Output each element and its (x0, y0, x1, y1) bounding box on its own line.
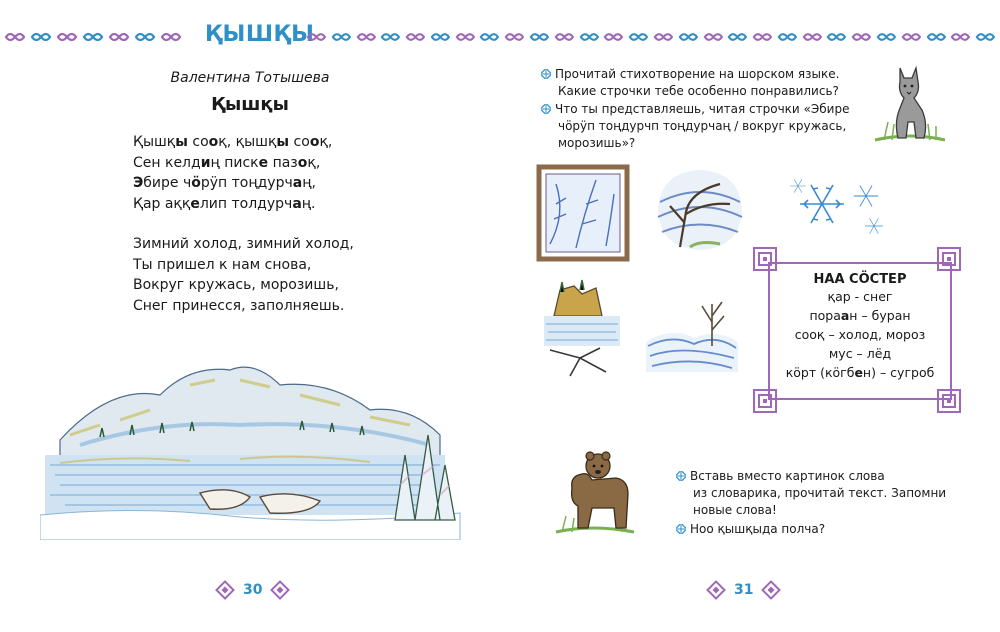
knot-ornament-icon (603, 29, 624, 45)
knot-ornament-icon (356, 29, 377, 45)
knot-ornament-icon (108, 29, 130, 45)
poem-line: Ты пришел к нам снова, (133, 256, 312, 273)
knot-ornament-icon (504, 29, 525, 45)
knot-ornament-icon (4, 29, 26, 45)
vocabulary-box (768, 262, 952, 400)
knot-ornament-icon (579, 29, 600, 45)
knot-ornament-icon (56, 29, 78, 45)
knot-ornament-icon (802, 29, 823, 45)
snowflake-bullet-icon (676, 471, 686, 481)
task-text: новые слова! (693, 503, 777, 517)
knot-ornament-icon (380, 29, 401, 45)
knot-ornament-icon (703, 29, 724, 45)
snowflake-bullet-icon (541, 69, 551, 79)
knot-ornament-icon (901, 29, 922, 45)
poem-line: Вокруг кружась, морозишь, (133, 277, 339, 293)
ornament-icon (270, 580, 290, 600)
header-ornament-left (4, 24, 200, 50)
page-title: ҚЫШҚЫ (205, 22, 315, 47)
corner-ornament-icon (752, 388, 778, 414)
task-text: Ноо қышқыда полча? (690, 522, 826, 536)
knot-ornament-icon (134, 29, 156, 45)
knot-ornament-icon (876, 29, 897, 45)
blizzard-illustration (650, 162, 748, 258)
page-number-right (706, 578, 786, 602)
knot-ornament-icon (950, 29, 971, 45)
winter-lake-illustration (40, 325, 470, 540)
knot-ornament-icon (331, 29, 352, 45)
task-text: Что ты представляешь, читая строчки «Эбире (555, 102, 850, 116)
knot-ornament-icon (30, 29, 52, 45)
knot-ornament-icon (826, 29, 847, 45)
knot-ornament-icon (430, 29, 451, 45)
knot-ornament-icon (160, 29, 182, 45)
knot-ornament-icon (479, 29, 500, 45)
knot-ornament-icon (851, 29, 872, 45)
poem-line: Сен келдиң писке пазоқ, (133, 154, 321, 171)
snowflakes-illustration (784, 166, 890, 242)
task-text: Вставь вместо картинок слова (690, 469, 885, 483)
corner-ornament-icon (936, 246, 962, 272)
knot-ornament-icon (752, 29, 773, 45)
task-text: морозишь»? (558, 136, 636, 150)
knot-ornament-icon (653, 29, 674, 45)
ornament-icon (215, 580, 235, 600)
task-read-poem (541, 66, 839, 100)
page-number: 30 (243, 582, 263, 598)
vocabulary-title: НАА СӦСТЕР (813, 272, 907, 287)
vocabulary-item: мус – лёд (828, 346, 892, 361)
poem-line: Снег принесся, заполняешь. (133, 297, 345, 314)
poem-line: Эбире чӧрӱп тоңдурчаң, (133, 175, 316, 191)
knot-ornament-icon (926, 29, 947, 45)
task-text: Какие строчки тебе особенно понравились? (558, 84, 839, 98)
ornament-icon (706, 580, 726, 600)
snowdrift-illustration (642, 286, 742, 376)
vocabulary-item: қар - снег (827, 289, 893, 304)
frozen-lake-illustration (540, 276, 624, 382)
vocabulary-item: сооқ – холод, мороз (794, 327, 926, 342)
poem-stanza-shor (133, 132, 332, 214)
knot-ornament-icon (455, 29, 476, 45)
poem-line: Зимний холод, зимний холод, (133, 236, 354, 252)
task-text: чӧрӱп тоңдурчп тоңдурчаң / вокруг кружась, (558, 119, 847, 133)
poem-author: Валентина Тотышева (170, 70, 330, 86)
knot-ornament-icon (554, 29, 575, 45)
page-number: 31 (734, 582, 754, 598)
task-text: Прочитай стихотворение на шорском языке. (555, 67, 840, 81)
knot-ornament-icon (777, 29, 798, 45)
task-question (676, 521, 825, 538)
task-imagine (541, 101, 849, 152)
snowflake-bullet-icon (541, 104, 551, 114)
knot-ornament-icon (678, 29, 699, 45)
knot-ornament-icon (727, 29, 748, 45)
vocabulary-item: пораан – буран (809, 308, 911, 323)
poem-line: Қар аққелип толдурчаң. (133, 195, 316, 212)
knot-ornament-icon (82, 29, 104, 45)
knot-ornament-icon (628, 29, 649, 45)
knot-ornament-icon (306, 29, 327, 45)
poem-stanza-russian (133, 234, 354, 316)
page-number-left (215, 578, 295, 602)
knot-ornament-icon (405, 29, 426, 45)
ornament-icon (761, 580, 781, 600)
knot-ornament-icon (529, 29, 550, 45)
wolf-illustration (870, 62, 950, 146)
task-insert-words (676, 468, 946, 519)
knot-ornament-icon (975, 29, 996, 45)
poem-line: Қышқы сооқ, қышқы сооқ, (133, 134, 333, 150)
bear-cub-illustration (552, 448, 638, 538)
corner-ornament-icon (752, 246, 778, 272)
header-ornament-right (306, 24, 996, 50)
poem-title: Қышқы (211, 94, 289, 115)
snowflake-bullet-icon (676, 524, 686, 534)
vocabulary-item: кӧрт (кӧгбен) – сугроб (785, 365, 935, 380)
corner-ornament-icon (936, 388, 962, 414)
task-text: из словарика, прочитай текст. Запомни (693, 486, 947, 500)
frosty-window-illustration (536, 164, 630, 262)
